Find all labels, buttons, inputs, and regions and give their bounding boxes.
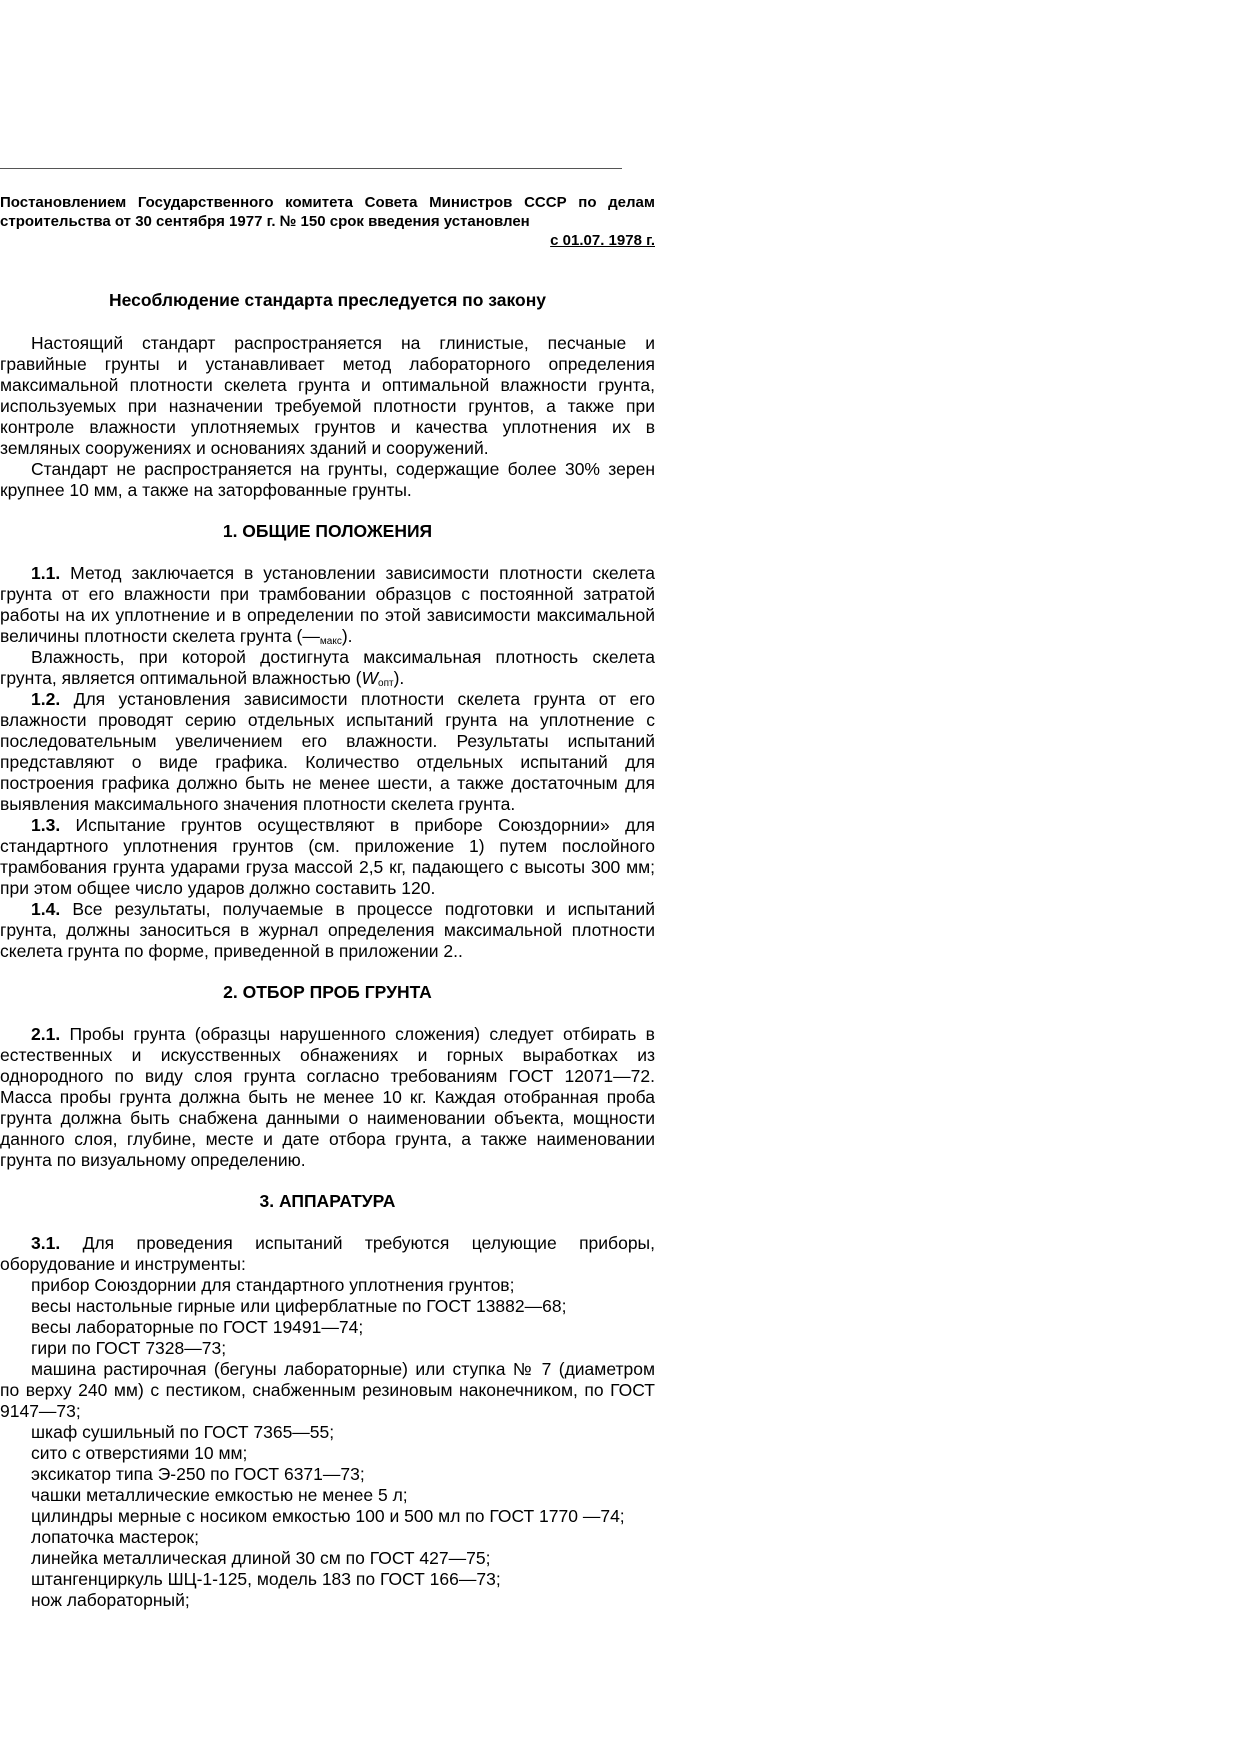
clause-2-1 [0,1024,655,1171]
legal-warning: Несоблюдение стандарта преследуется по закону [108,290,547,310]
clause-3-1 [0,1233,655,1275]
list-item: цилиндры мерные с носиком емкостью 100 и 500 мл по ГОСТ 1770 —74; [31,1506,625,1526]
document-body [0,290,655,1611]
clause-text: Для проведения испытаний требуются целующие приборы, оборудование и инструменты: [0,1233,655,1274]
moisture-subscript: опт [378,678,394,689]
list-item: гири по ГОСТ 7328—73; [31,1338,227,1358]
intro-paragraph-1: Настоящий стандарт распространяется на глинистые, песчаные и гравийные грунты и устанавливает метод лабораторного определения максимальной плотности скелета грунта и оптимальной влажности грунта, используемых при назначении требуемой плотности грунтов, а также при контроле влажности уплотняемых грунтов и качества уплотнения их в земляных сооружениях и основаниях зданий и сооружений. [0,333,655,458]
clause-text: Пробы грунта (образцы нарушенного сложения) следует отбирать в естественных и искусственных обнажениях и горных выработках из однородного по виду слоя грунта согласно требованиям ГОСТ 12071—72. Масса пробы грунта должна быть не менее 10 кг. Каждая отобранная проба грунта должна быть снабжена данными о наименовании объекта, мощности данного слоя, глубине, месте и дате отбора грунта, а также наименовании грунта по визуальному определению. [0,1024,655,1170]
section-3-title: 3. АППАРАТУРА [259,1191,396,1211]
list-item: лопаточка мастерок; [31,1527,199,1547]
clause-1-4 [0,899,655,962]
list-item: машина растирочная (бегуны лабораторные) или ступка № 7 (диаметром по верху 240 мм) с пестиком, снабженным резиновым наконечником, по ГОСТ 9147—73; [0,1359,655,1421]
list-item: шкаф сушильный по ГОСТ 7365—55; [31,1422,335,1442]
density-subscript: макс [319,636,342,647]
moisture-end: ). [393,668,405,688]
clause-text: Все результаты, получаемые в процессе подготовки и испытаний грунта, должны заноситься в журнал определения максимальной плотности скелета грунта по форме, приведенной в приложении 2.. [0,899,655,961]
clause-number: 1.4. [31,899,61,919]
clause-1-2 [0,689,655,815]
section-2-title: 2. ОТБОР ПРОБ ГРУНТА [223,982,432,1002]
list-item: прибор Союздорнии для стандартного уплотнения грунтов; [31,1275,515,1295]
list-item: чашки металлические емкостью не менее 5 л; [31,1485,408,1505]
clause-number: 1.1. [31,563,61,583]
clause-number: 2.1. [31,1024,61,1044]
clause-end: ). [341,626,353,646]
equipment-list [0,1275,655,1611]
moisture-paragraph [0,647,655,689]
decree-date: с 01.07. 1978 г. [550,232,655,249]
clause-1-3 [0,815,655,899]
list-item: штангенциркуль ШЦ-1-125, модель 183 по ГОСТ 166—73; [31,1569,501,1589]
clause-number: 3.1. [31,1233,61,1253]
section-1-title: 1. ОБЩИЕ ПОЛОЖЕНИЯ [222,521,433,541]
moisture-symbol: W [361,668,379,688]
moisture-text: Влажность, при которой достигнута максимальная плотность скелета грунта, является оптимальной влажностью ( [0,647,655,688]
clause-number: 1.3. [31,815,61,835]
decree-text: Постановлением Государственного комитета Совета Министров СССР по делам строительства от 30 сентября 1977 г. № 150 срок введения установлен [0,194,655,230]
header-rule [0,168,622,169]
clause-text: Метод заключается в установлении зависимости плотности скелета грунта от его влажности при трамбовании образцов с постоянной затратой работы на их уплотнение и в определении по этой зависимости максимальной величины плотности скелета грунта ( [0,563,655,646]
clause-1-1 [0,563,655,647]
clause-number: 1.2. [31,689,61,709]
list-item: нож лабораторный; [31,1590,190,1610]
clause-text: Для установления зависимости плотности скелета грунта от его влажности проводят серию отдельных испытаний грунта на уплотнение с последовательным увеличением его влажности. Результаты испытаний представляют о виде графика. Количество отдельных испытаний для построения графика должно быть не менее шести, а также достаточным для выявления максимального значения плотности скелета грунта. [0,689,655,814]
decree-block [0,193,655,250]
list-item: весы настольные гирные или циферблатные по ГОСТ 13882—68; [31,1296,567,1316]
intro-paragraph-2: Стандарт не распространяется на грунты, содержащие более 30% зерен крупнее 10 мм, а также на заторфованные грунты. [0,459,655,500]
clause-text: Испытание грунтов осуществляют в приборе Союздорнии» для стандартного уплотнения грунтов (см. приложение 1) путем послойного трамбования грунта ударами груза массой 2,5 кг, падающего с высоты 300 мм; при этом общее число ударов должно составить 120. [0,815,655,898]
list-item: линейка металлическая длиной 30 см по ГОСТ 427—75; [31,1548,491,1568]
list-item: сито с отверстиями 10 мм; [31,1443,248,1463]
list-item: весы лабораторные по ГОСТ 19491—74; [31,1317,364,1337]
list-item: эксикатор типа Э-250 по ГОСТ 6371—73; [31,1464,365,1484]
density-symbol: — [302,626,320,646]
